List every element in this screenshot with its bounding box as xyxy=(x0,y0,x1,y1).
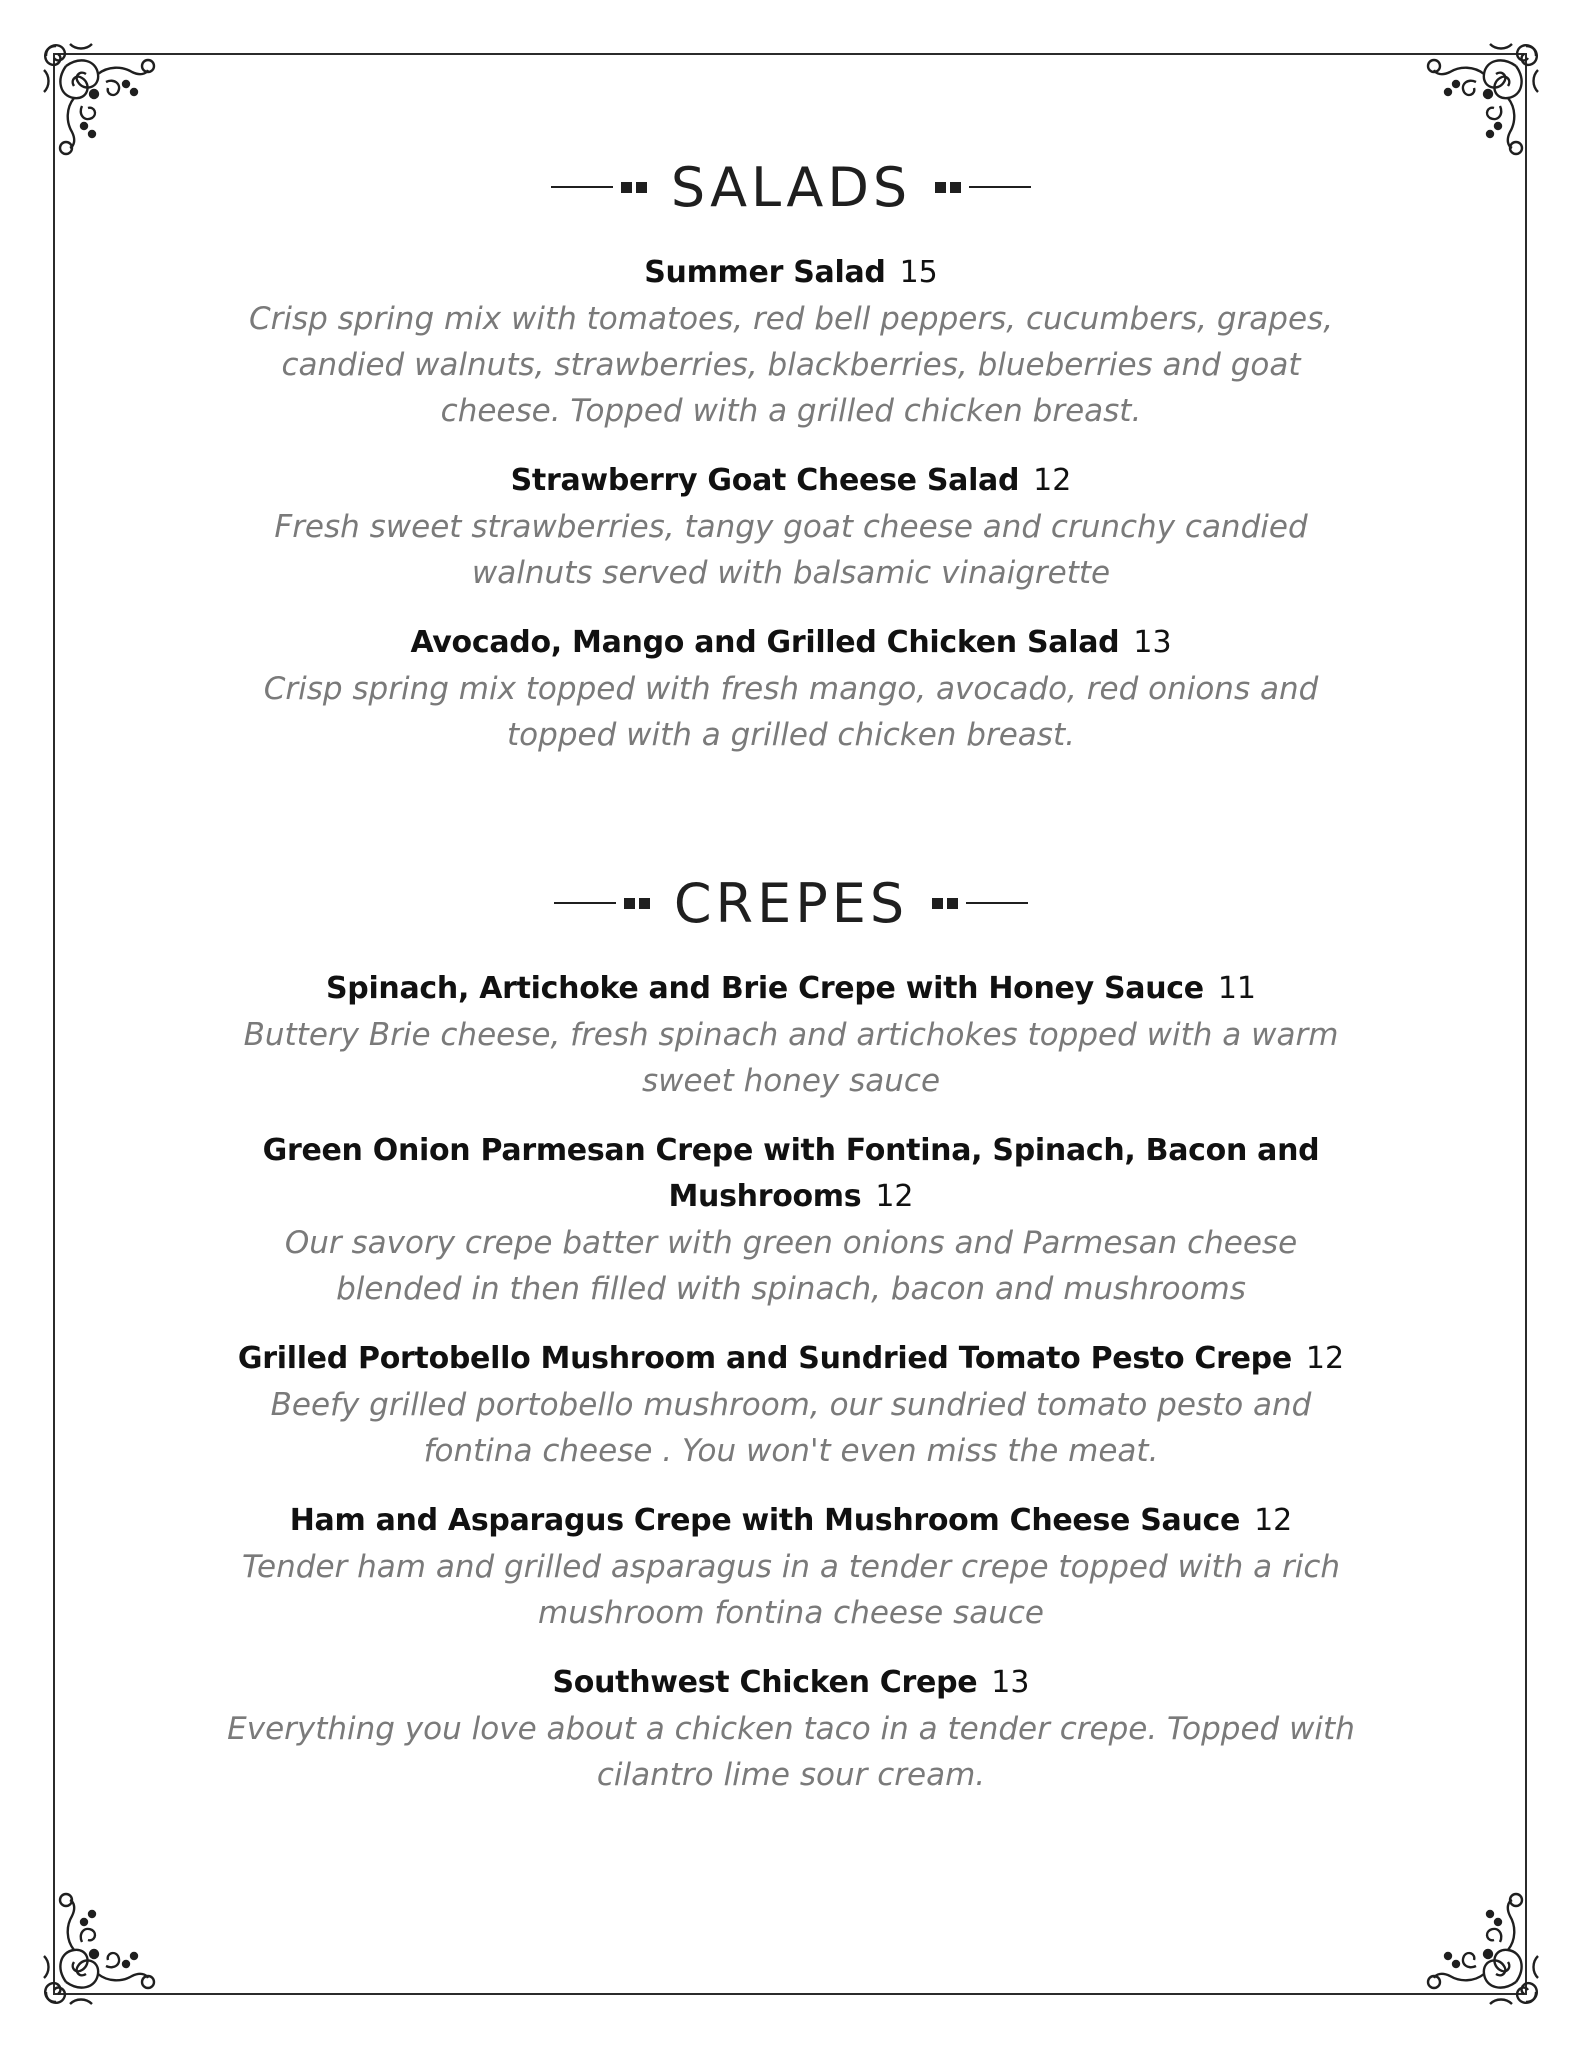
item-price: 13 xyxy=(991,1665,1030,1700)
item-name: Ham and Asparagus Crepe with Mushroom Cheese Sauce xyxy=(289,1503,1241,1538)
section-heading xyxy=(200,152,1382,222)
item-price: 15 xyxy=(899,255,938,290)
item-name: Strawberry Goat Cheese Salad xyxy=(510,463,1020,498)
heading-dots-right-icon xyxy=(932,898,958,909)
section-salads xyxy=(200,152,1382,782)
heading-dots-left-icon xyxy=(624,898,650,909)
corner-ornament-icon xyxy=(1416,36,1546,166)
menu-item xyxy=(200,1660,1382,1798)
item-description: Our savory crepe batter with green onions and Parmesan cheese blended in then filled with spinach, bacon and mushrooms xyxy=(284,1225,1298,1307)
item-price: 12 xyxy=(1033,463,1072,498)
menu-item xyxy=(200,1336,1382,1474)
menu-item xyxy=(200,250,1382,434)
item-title xyxy=(200,620,1382,666)
item-name: Southwest Chicken Crepe xyxy=(552,1665,978,1700)
item-title xyxy=(200,1336,1382,1382)
item-price: 12 xyxy=(1254,1503,1293,1538)
item-title xyxy=(200,458,1382,504)
corner-ornament-icon xyxy=(36,36,166,166)
menu-item xyxy=(200,1498,1382,1636)
item-description: Fresh sweet strawberries, tangy goat cheese and crunchy candied walnuts served with balsamic vinaigrette xyxy=(274,509,1308,591)
item-name: Grilled Portobello Mushroom and Sundried Tomato Pesto Crepe xyxy=(237,1341,1292,1376)
heading-dots-right-icon xyxy=(935,182,961,193)
heading-rule-right xyxy=(966,902,1028,904)
item-description: Tender ham and grilled asparagus in a tender crepe topped with a rich mushroom fontina cheese sauce xyxy=(241,1549,1341,1631)
menu-item xyxy=(200,966,1382,1104)
item-description: Everything you love about a chicken taco in a tender crepe. Topped with cilantro lime sour cream. xyxy=(227,1711,1355,1793)
item-price: 12 xyxy=(1305,1341,1345,1376)
item-title xyxy=(200,1660,1382,1706)
item-description: Crisp spring mix topped with fresh mango, avocado, red onions and topped with a grilled chicken breast. xyxy=(263,671,1319,753)
section-title: CREPES xyxy=(673,871,909,935)
item-price: 13 xyxy=(1133,625,1172,660)
corner-ornament-icon xyxy=(36,1882,166,2012)
section-title: SALADS xyxy=(670,155,912,219)
menu-item xyxy=(200,1128,1382,1312)
item-name: Summer Salad xyxy=(644,255,886,290)
item-description: Beefy grilled portobello mushroom, our sundried tomato pesto and fontina cheese . You won't even miss the meat. xyxy=(270,1387,1312,1469)
item-title xyxy=(200,966,1382,1012)
item-price: 11 xyxy=(1217,971,1257,1006)
item-title xyxy=(200,1498,1382,1544)
item-name: Spinach, Artichoke and Brie Crepe with Honey Sauce xyxy=(325,971,1204,1006)
item-price: 12 xyxy=(875,1179,914,1214)
heading-rule-left xyxy=(554,902,616,904)
item-name: Green Onion Parmesan Crepe with Fontina, Spinach, Bacon and Mushrooms xyxy=(262,1133,1320,1214)
section-crepes xyxy=(200,868,1382,1822)
heading-dots-left-icon xyxy=(621,182,647,193)
menu-item xyxy=(200,620,1382,758)
item-name: Avocado, Mango and Grilled Chicken Salad xyxy=(410,625,1120,660)
item-description: Crisp spring mix with tomatoes, red bell peppers, cucumbers, grapes, candied walnuts, strawberries, blackberries, blueberries and goat cheese. Topped with a grilled chicken breast. xyxy=(248,301,1334,429)
item-title xyxy=(200,250,1382,296)
section-heading xyxy=(200,868,1382,938)
heading-rule-right xyxy=(969,186,1031,188)
item-description: Buttery Brie cheese, fresh spinach and artichokes topped with a warm sweet honey sauce xyxy=(243,1017,1339,1099)
menu-item xyxy=(200,458,1382,596)
item-title xyxy=(200,1128,1382,1220)
heading-rule-left xyxy=(551,186,613,188)
corner-ornament-icon xyxy=(1416,1882,1546,2012)
